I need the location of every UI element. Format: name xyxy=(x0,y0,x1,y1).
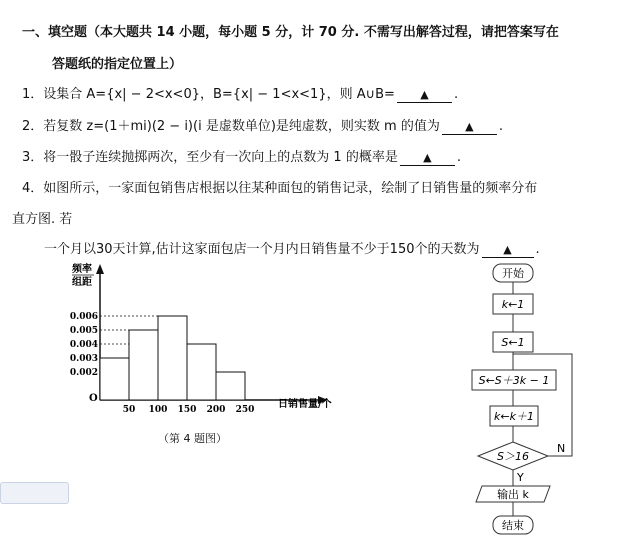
question-number: 1． xyxy=(22,87,44,102)
triangle-marker: ▲ xyxy=(503,243,512,256)
question-text: 设集合 A={x| − 2<x<0}，B={x| − 1<x<1}，则 A∪B= xyxy=(43,87,395,102)
flow-init-s-label: S←1 xyxy=(501,336,525,349)
x-tick-label: 150 xyxy=(177,405,197,415)
figure-caption: （第 4 题图） xyxy=(158,432,227,445)
section-heading: 一、填空题（本大题共 14 小题，每小题 5 分，计 70 分. 不需写出解答过程，请把答案写在 xyxy=(22,25,559,40)
question-4 xyxy=(22,177,537,196)
flow-update-s-label: S←S＋3k − 1 xyxy=(478,374,550,387)
y-label-top: 频率 xyxy=(72,264,92,275)
question-number: 4． xyxy=(22,181,44,196)
question-end: . xyxy=(535,242,540,257)
x-ticks xyxy=(123,405,255,415)
x-tick-label: 250 xyxy=(235,405,255,415)
question-4-cont2 xyxy=(44,238,540,258)
bars xyxy=(100,316,245,400)
question-text: 一个月以30天计算,估计这家面包店一个月内日销售量不少于150个的天数为 xyxy=(44,242,480,257)
question-text: 如图所示，一家面包销售店根据以往某种面包的销售记录，绘制了日销售量的频率分布 xyxy=(43,181,538,196)
y-tick-label: 0.003 xyxy=(69,354,98,364)
question-text: 将一骰子连续抛掷两次，至少有一次向上的点数为 1 的概率是 xyxy=(43,150,398,165)
y-tick-label: 0.004 xyxy=(69,340,98,350)
histogram-bar-4 xyxy=(216,372,245,400)
y-tick-label: 0.002 xyxy=(69,368,98,378)
answer-blank[interactable] xyxy=(482,242,534,258)
flow-output-label: 输出 k xyxy=(497,488,529,501)
y-tick-label: 0.006 xyxy=(69,312,98,322)
flow-yes-label: Y xyxy=(517,471,524,484)
side-panel-tab[interactable] xyxy=(0,482,69,504)
answer-blank[interactable] xyxy=(397,87,452,103)
question-3 xyxy=(22,146,461,166)
question-number: 3． xyxy=(22,150,44,165)
x-tick-label: 100 xyxy=(148,405,168,415)
x-tick-label: 200 xyxy=(206,405,226,415)
question-end: . xyxy=(456,150,461,165)
histogram-chart xyxy=(60,260,360,420)
answer-blank[interactable] xyxy=(400,150,455,166)
answer-blank[interactable] xyxy=(442,119,497,135)
question-2 xyxy=(22,115,503,135)
triangle-marker: ▲ xyxy=(420,88,429,101)
histogram-bar-1 xyxy=(129,330,158,400)
y-axis-arrow xyxy=(96,264,104,274)
histogram-bar-0 xyxy=(100,358,129,400)
question-end: . xyxy=(453,87,459,102)
triangle-marker: ▲ xyxy=(423,151,432,164)
flow-init-k-label: k←1 xyxy=(501,298,525,311)
question-1 xyxy=(22,83,458,103)
y-label-bottom: 组距 xyxy=(72,277,92,288)
flow-condition-label: S＞16 xyxy=(497,450,529,463)
question-number: 2． xyxy=(22,119,44,134)
flow-update-k-label: k←k＋1 xyxy=(494,410,534,423)
histogram-bar-2 xyxy=(158,316,187,400)
y-ticks xyxy=(70,312,98,378)
section-heading-cont: 答题纸的指定位置上） xyxy=(52,57,183,72)
x-tick-label: 50 xyxy=(122,405,136,415)
flow-start-label: 开始 xyxy=(502,267,524,280)
flow-end-label: 结束 xyxy=(502,519,524,532)
origin-label: O xyxy=(89,393,98,404)
y-tick-label: 0.005 xyxy=(69,326,98,336)
question-end: . xyxy=(498,119,503,134)
flow-loop-line xyxy=(513,354,572,456)
question-text: 若复数 z=(1＋mi)(2 − i)(i 是虚数单位)是纯虚数，则实数 m 的值为 xyxy=(43,119,440,134)
flowchart xyxy=(460,262,635,540)
flow-no-label: N xyxy=(557,442,566,455)
x-label: 日销售量/个 xyxy=(278,399,332,410)
histogram-bar-3 xyxy=(187,344,216,400)
triangle-marker: ▲ xyxy=(465,120,474,133)
question-4-cont: 直方图. 若 xyxy=(12,212,73,227)
